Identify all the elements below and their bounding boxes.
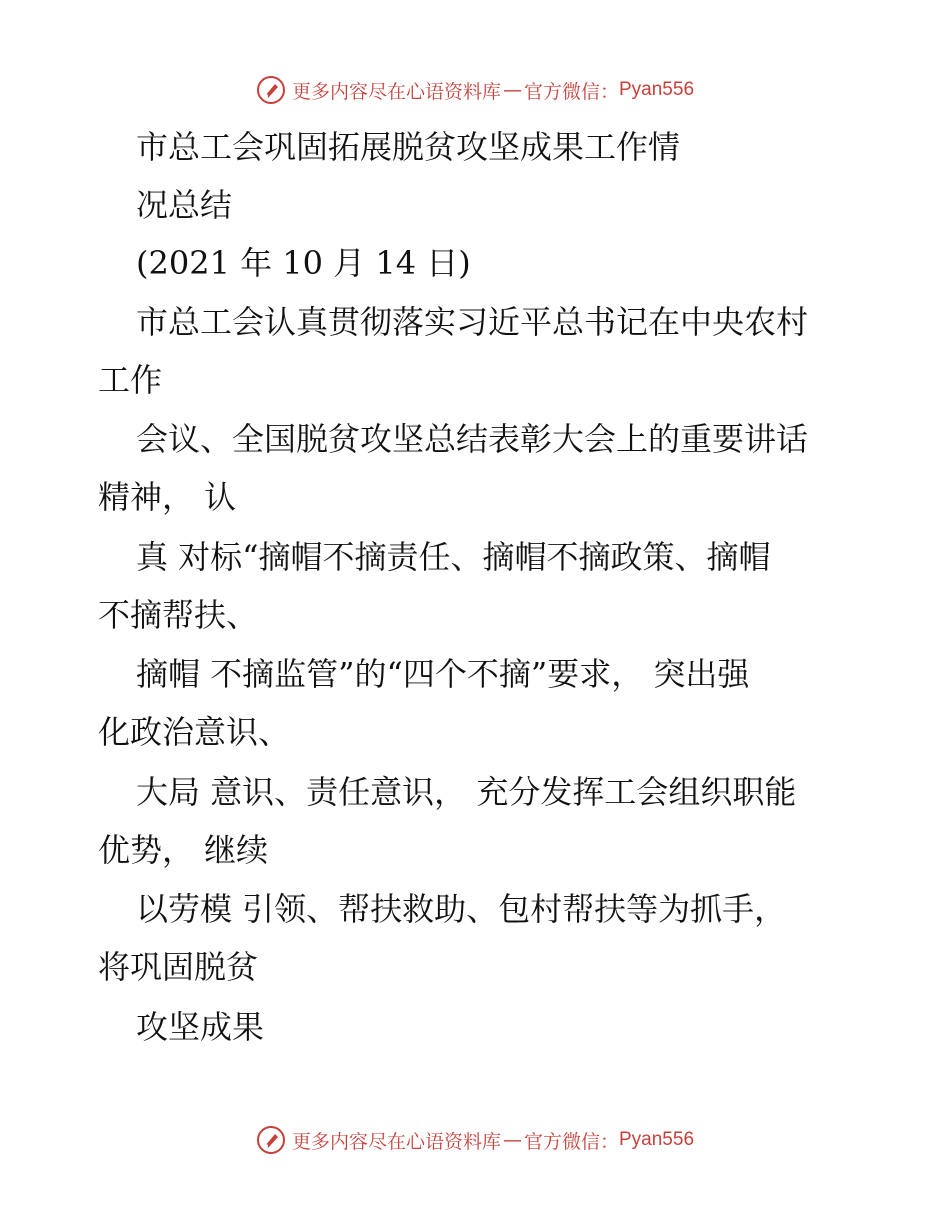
banner-wechat-id: Pyan556 [619,1129,695,1150]
paragraph-line: 精神， 认 [98,478,237,516]
banner-wechat-label: 官方微信： [523,80,619,103]
pen-nib-logo-icon [256,75,286,105]
banner-wechat-label: 官方微信： [523,1130,619,1153]
header-watermark-banner [0,70,950,110]
paragraph-line: 真 对标“摘帽不摘责任、摘帽不摘政策、摘帽 [136,538,771,576]
paragraph-line: 市总工会认真贯彻落实习近平总书记在中央农村 [136,303,809,341]
footer-watermark-banner [0,1120,950,1160]
banner-brand-text: 更多内容尽在心语资料库 [291,1130,501,1153]
banner-separator: — [502,79,522,101]
paragraph-line: 不摘帮扶、 [98,596,259,634]
paragraph-line: 优势， 继续 [98,831,269,869]
paragraph-line: 摘帽 不摘监管”的“四个不摘”要求， 突出强 [136,655,750,693]
banner-wechat-id: Pyan556 [619,79,695,100]
paragraph-line: 大局 意识、责任意识， 充分发挥工会组织职能 [136,773,797,811]
document-title-line-2: 况总结 [136,186,233,224]
paragraph-line: 以劳模 引领、帮扶救助、包村帮扶等为抓手， [136,890,787,928]
paragraph-line: 工作 [98,361,163,399]
pen-nib-logo-icon [256,1125,286,1155]
document-date: (2021 年 10 月 14 日) [136,244,471,282]
paragraph-line: 化政治意识、 [98,713,291,751]
banner-separator: — [502,1129,522,1151]
banner-brand-text: 更多内容尽在心语资料库 [291,80,501,103]
document-title-line-1: 市总工会巩固拓展脱贫攻坚成果工作情 [136,128,681,166]
paragraph-line: 会议、全国脱贫攻坚总结表彰大会上的重要讲话 [136,420,809,458]
paragraph-line: 将巩固脱贫 [98,948,259,986]
paragraph-line: 攻坚成果 [136,1008,265,1046]
